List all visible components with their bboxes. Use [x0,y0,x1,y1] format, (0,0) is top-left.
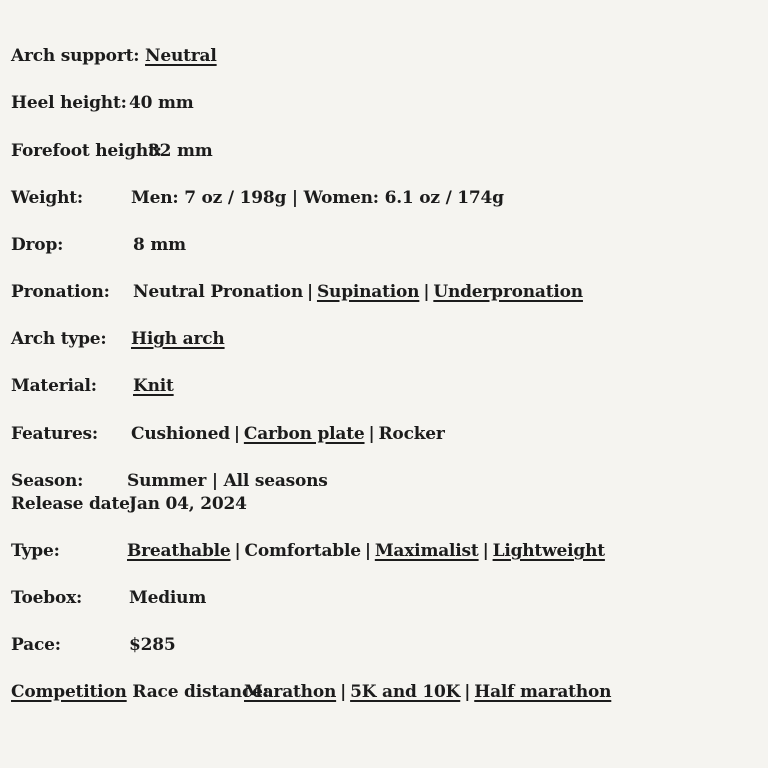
type-comfortable: Comfortable [244,541,361,561]
separator: | [368,424,375,444]
spec-label: Season: [11,471,84,491]
spec-heel-height [11,92,194,114]
spec-values [127,540,605,562]
spec-drop [11,234,186,256]
type-lightweight-link[interactable]: Lightweight [492,541,605,561]
spec-forefoot-height [11,140,213,162]
separator: | [234,541,241,561]
spec-arch-type [11,328,225,350]
separator: | [306,282,313,302]
spec-season [11,470,328,492]
spec-label: Pace: [11,635,61,655]
spec-label: Heel height: [11,93,127,113]
separator: | [364,541,371,561]
separator: | [482,541,489,561]
separator: | [340,682,347,702]
separator: | [464,682,471,702]
separator: | [423,282,430,302]
spec-race-distance [11,681,612,703]
spec-label: Forefoot height: [11,141,162,161]
spec-value: $285 [129,635,176,655]
spec-label: Type: [11,541,60,561]
spec-label: Drop: [11,235,64,255]
feature-carbon-plate-link[interactable]: Carbon plate [243,424,365,444]
spec-label: Pronation: [11,282,110,302]
spec-release-date [11,493,247,515]
pronation-supination-link[interactable]: Supination [316,282,420,302]
spec-values [244,681,611,703]
spec-label: Material: [11,376,97,396]
material-link[interactable]: Knit [133,376,174,396]
spec-label: Toebox: [11,588,83,608]
spec-label: Race distance: [132,682,269,702]
spec-features [11,423,445,445]
race-marathon-link[interactable]: Marathon [244,682,337,702]
arch-support-link[interactable]: Neutral [145,46,217,66]
race-5k-10k-link[interactable]: 5K and 10K [350,682,461,702]
spec-values [131,423,445,445]
spec-value: Men: 7 oz / 198g | Women: 6.1 oz / 174g [131,188,504,208]
spec-toebox [11,587,207,609]
pronation-neutral: Neutral Pronation [133,282,303,302]
spec-pronation [11,281,583,303]
spec-value: 32 mm [148,141,213,161]
race-half-marathon-link[interactable]: Half marathon [474,682,612,702]
separator: | [233,424,240,444]
spec-label: Features: [11,424,99,444]
spec-values [133,281,583,303]
spec-type [11,540,605,562]
spec-label: Weight: [11,188,83,208]
spec-label: Arch support: [11,46,140,66]
spec-material [11,375,174,397]
spec-label: Release date: [11,494,136,514]
type-breathable-link[interactable]: Breathable [127,541,231,561]
spec-arch-support [11,45,217,67]
pronation-underpronation-link[interactable]: Underpronation [433,282,583,302]
spec-value: Summer | All seasons [127,471,328,491]
type-maximalist-link[interactable]: Maximalist [374,541,479,561]
spec-value: Medium [129,588,207,608]
spec-value: 40 mm [129,93,194,113]
spec-value: Jan 04, 2024 [129,494,247,514]
spec-value: 8 mm [133,235,186,255]
feature-cushioned: Cushioned [131,424,230,444]
feature-rocker: Rocker [378,424,445,444]
arch-type-link[interactable]: High arch [131,329,225,349]
spec-label: Arch type: [11,329,107,349]
competition-link[interactable]: Competition [11,682,127,702]
spec-pace [11,634,176,656]
spec-weight [11,187,504,209]
